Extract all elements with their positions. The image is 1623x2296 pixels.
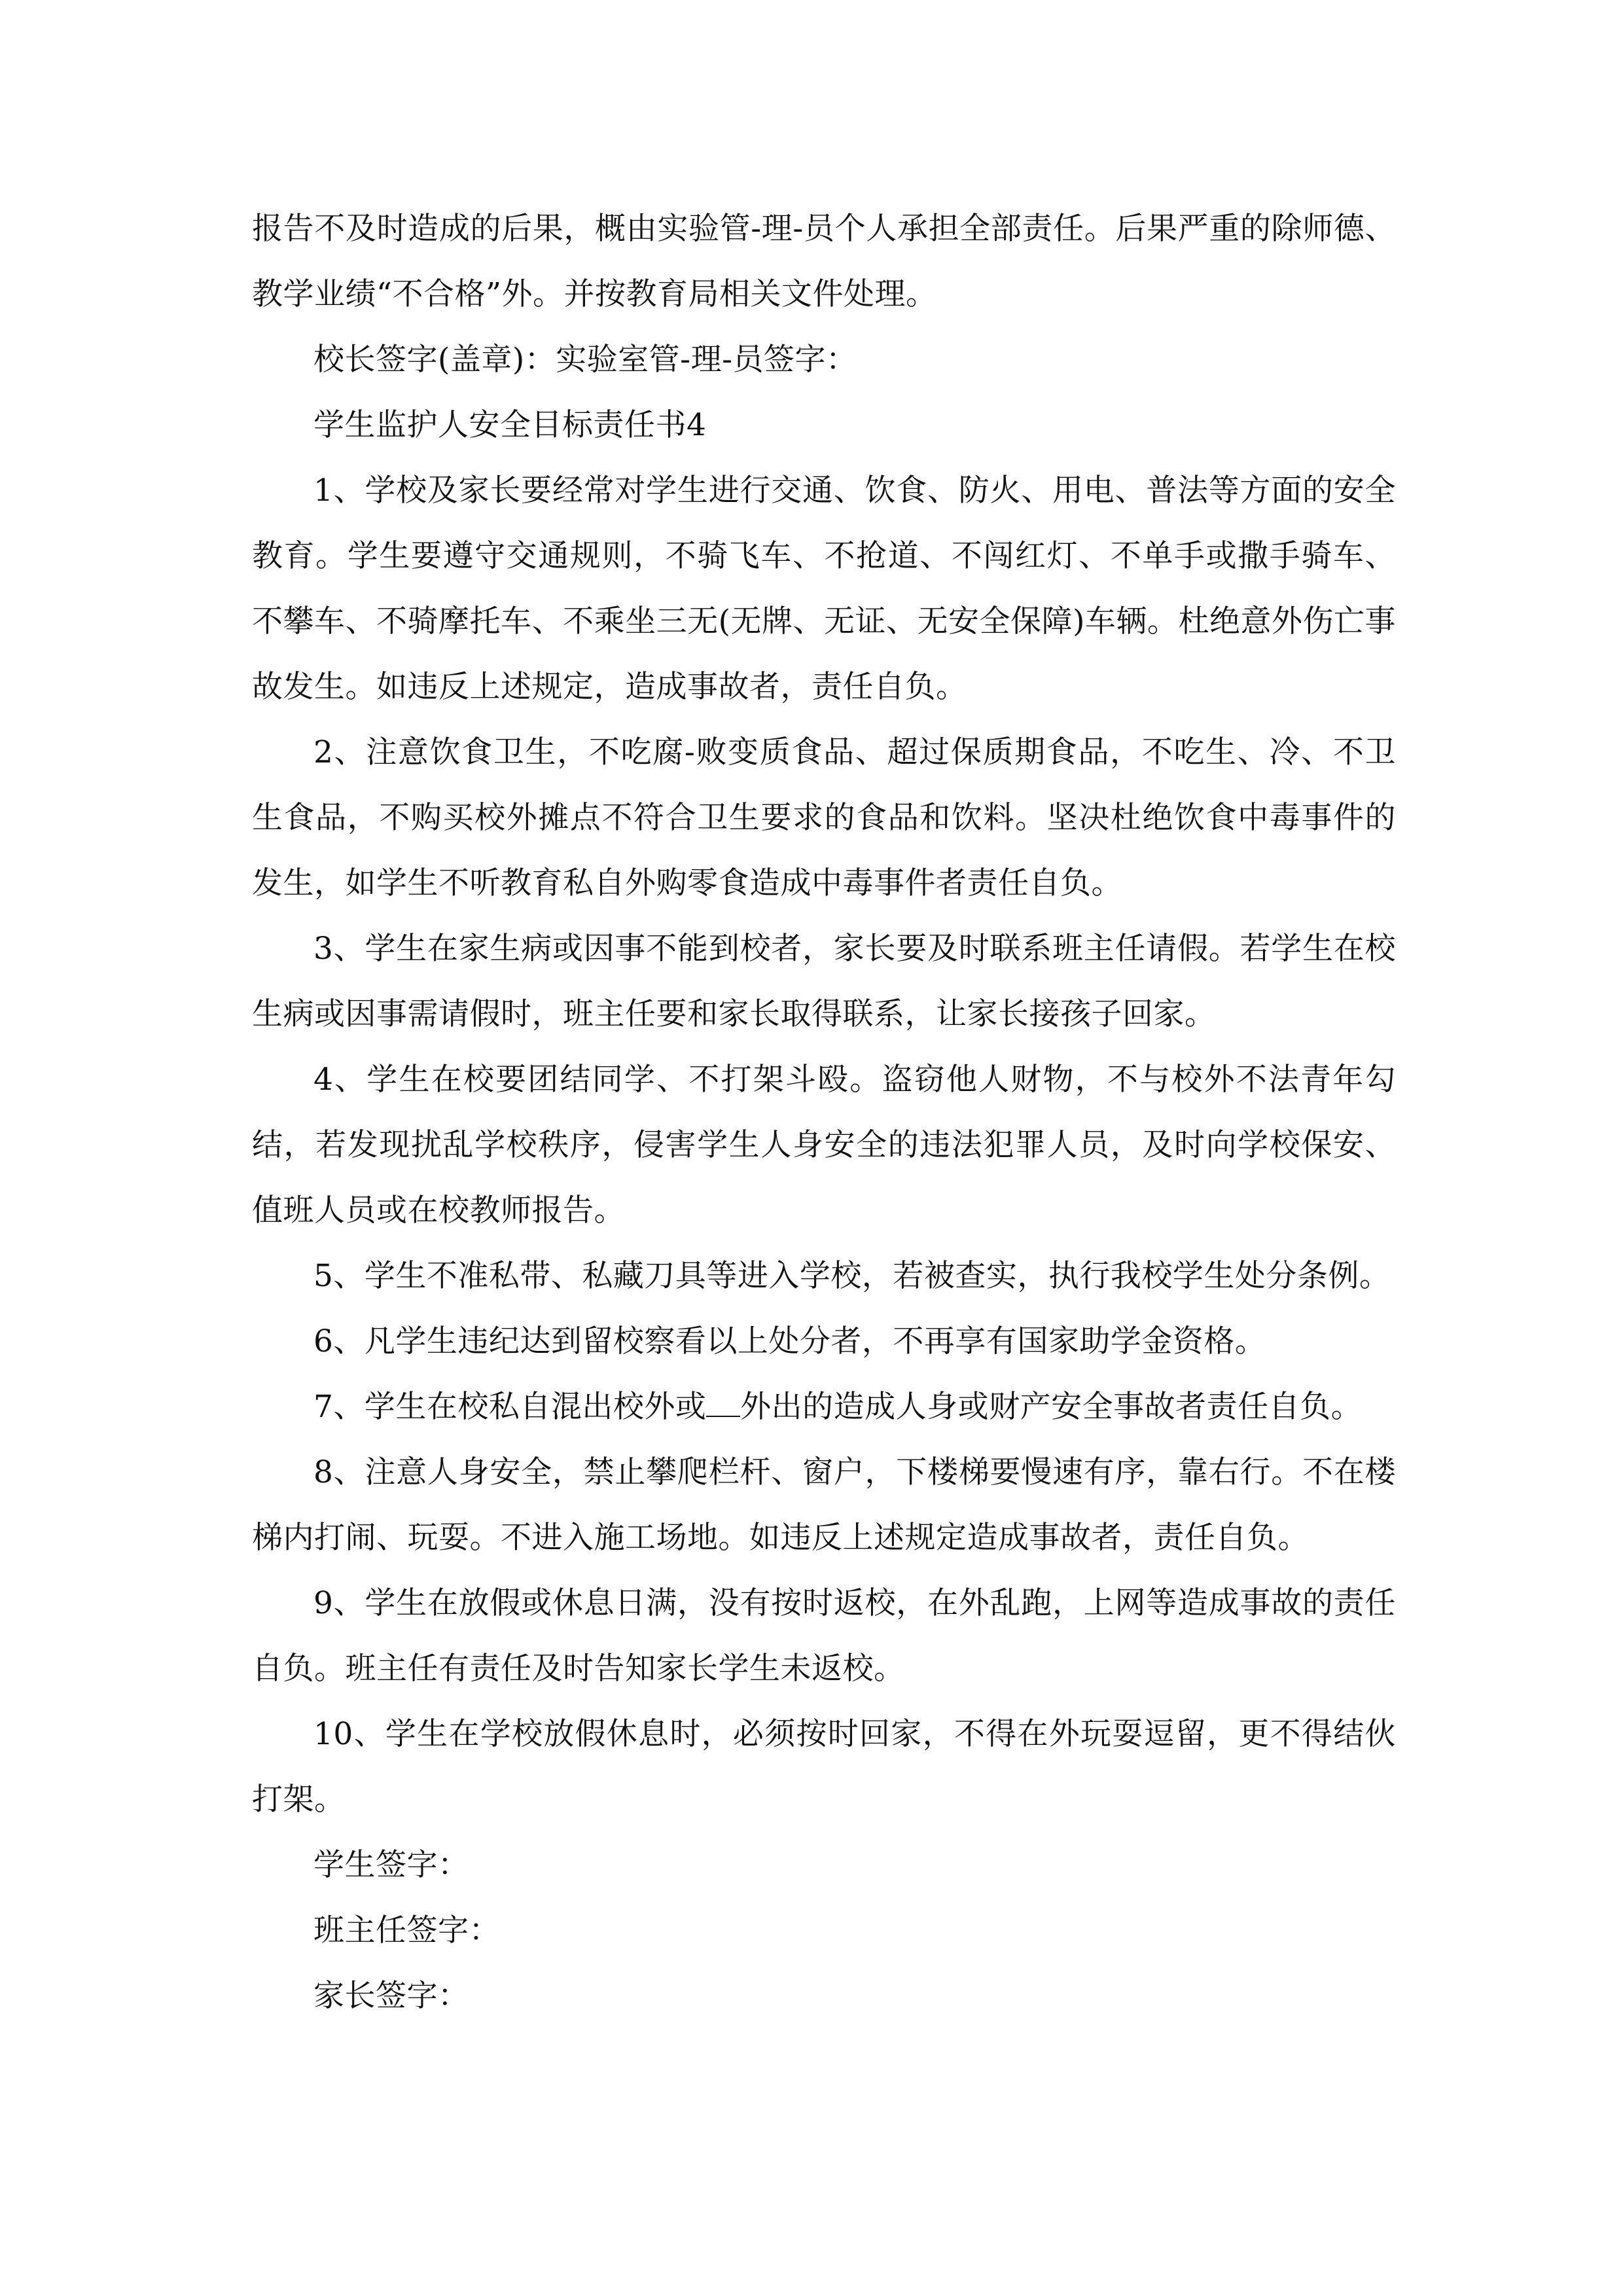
item-9: 9、学生在放假或休息日满，没有按时返校，在外乱跑，上网等造成事故的责任自负。班主任有责任及时告知家长学生未返校。 bbox=[252, 1585, 1396, 1687]
item-4: 4、学生在校要团结同学、不打架斗殴。盗窃他人财物，不与校外不法青年勾结，若发现扰乱学校秩序，侵害学生人身安全的违法犯罪人员，及时向学校保安、值班人员或在校教师报告。 bbox=[252, 1062, 1396, 1229]
item-7-part-1: 7、学生在校私自混出校外或 bbox=[313, 1389, 707, 1425]
fill-in-blank bbox=[706, 1388, 740, 1417]
item-7 bbox=[252, 1374, 1396, 1440]
item-8: 8、注意人身安全，禁止攀爬栏杆、窗户，下楼梯要慢速有序，靠右行。不在楼梯内打闹、玩耍。不进入施工场地。如违反上述规定造成事故者，责任自负。 bbox=[252, 1454, 1396, 1556]
item-1: 1、学校及家长要经常对学生进行交通、饮食、防火、用电、普法等方面的安全教育。学生要遵守交通规则，不骑飞车、不抢道、不闯红灯、不单手或撒手骑车、不攀车、不骑摩托车、不乘坐三无(无牌、无证、无安全保障)车辆。杜绝意外伤亡事故发生。如违反上述规定，造成事故者，责任自负。 bbox=[252, 473, 1396, 705]
item-10: 10、学生在学校放假休息时，必须按时回家，不得在外玩耍逗留，更不得结伙打架。 bbox=[252, 1716, 1396, 1818]
item-5: 5、学生不准私带、私藏刀具等进入学校，若被查实，执行我校学生处分条例。 bbox=[313, 1258, 1391, 1294]
teacher-signature-label: 班主任签字： bbox=[313, 1912, 500, 1948]
item-7-part-2: 外出的造成人身或财产安全事故者责任自负。 bbox=[740, 1389, 1363, 1425]
item-6: 6、凡学生违纪达到留校察看以上处分者，不再享有国家助学金资格。 bbox=[313, 1323, 1266, 1359]
parent-signature-label: 家长签字： bbox=[313, 1978, 469, 2014]
principal-signature-label: 校长签字(盖章)： bbox=[313, 342, 556, 378]
item-2: 2、注意饮食卫生，不吃腐-败变质食品、超过保质期食品，不吃生、冷、不卫生食品，不购买校外摊点不符合卫生要求的食品和饮料。坚决杜绝饮食中毒事件的发生，如学生不听教育私自外购零食造成中毒事件者责任自负。 bbox=[252, 734, 1396, 901]
principal-lab-signature-line bbox=[252, 327, 1396, 393]
section-title: 学生监护人安全目标责任书4 bbox=[313, 407, 707, 443]
continuation-paragraph: 报告不及时造成的后果，概由实验管-理-员个人承担全部责任。后果严重的除师德、教学业绩“不合格”外。并按教育局相关文件处理。 bbox=[252, 211, 1396, 312]
student-signature-label: 学生签字： bbox=[313, 1847, 469, 1883]
lab-admin-signature-label: 实验室管-理-员签字： bbox=[556, 342, 857, 378]
item-3: 3、学生在家生病或因事不能到校者，家长要及时联系班主任请假。若学生在校生病或因事需请假时，班主任要和家长取得联系，让家长接孩子回家。 bbox=[252, 931, 1396, 1032]
document-body bbox=[252, 196, 1396, 2029]
